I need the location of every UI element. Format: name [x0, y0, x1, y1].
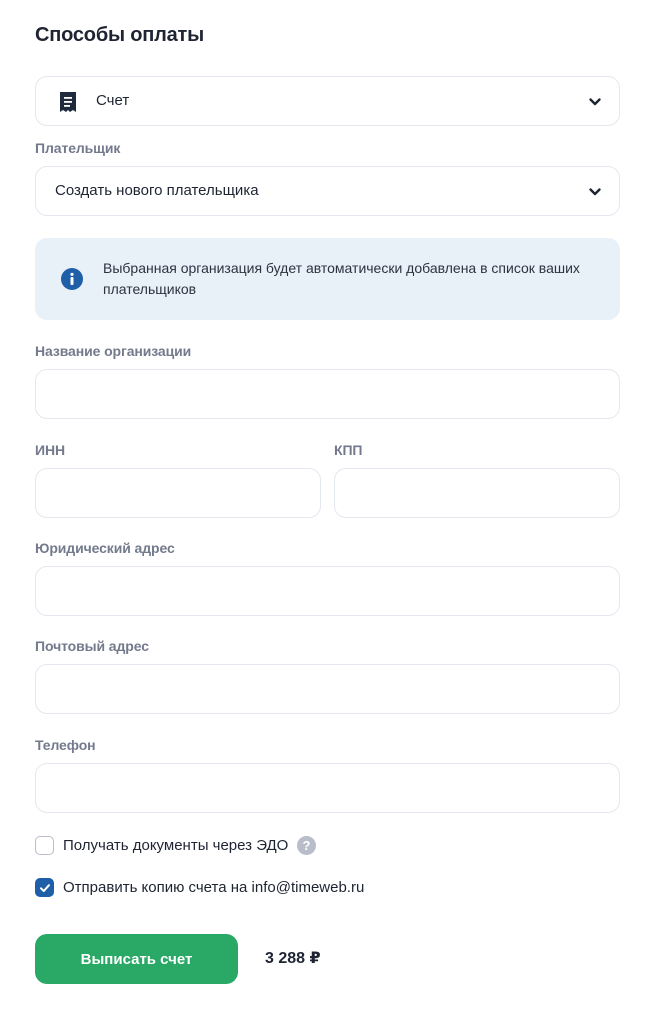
- payment-method-select[interactable]: [35, 76, 620, 126]
- postal-address-input[interactable]: [35, 664, 620, 714]
- kpp-input[interactable]: [334, 468, 620, 518]
- page-title: Способы оплаты: [35, 24, 205, 46]
- svg-text:?: ?: [302, 838, 311, 853]
- copy-checkbox[interactable]: [35, 878, 54, 897]
- edo-option: [35, 836, 316, 855]
- legal-address-input[interactable]: [35, 566, 620, 616]
- info-icon: [61, 268, 83, 290]
- payer-value: Создать нового плательщика: [55, 182, 259, 199]
- postal-address-label: Почтовый адрес: [35, 638, 149, 654]
- price-total: 3 288 ₽: [265, 950, 321, 967]
- edo-checkbox[interactable]: [35, 836, 54, 855]
- checkmark-icon: [39, 882, 51, 894]
- edo-label: Получать документы через ЭДО: [63, 837, 289, 854]
- info-text: Выбранная организация будет автоматически добавлена в список ваших плательщиков: [103, 260, 580, 297]
- org-name-input[interactable]: [35, 369, 620, 419]
- payer-select[interactable]: [35, 166, 620, 216]
- legal-address-label: Юридический адрес: [35, 540, 175, 556]
- chevron-down-icon: [588, 95, 602, 109]
- kpp-label: КПП: [334, 442, 363, 458]
- inn-label: ИНН: [35, 442, 65, 458]
- info-notice: [35, 238, 620, 320]
- copy-option: [35, 878, 364, 897]
- chevron-down-icon: [588, 185, 602, 199]
- receipt-icon: [58, 91, 78, 113]
- org-name-label: Название организации: [35, 343, 192, 359]
- payment-method-value: Счет: [96, 92, 130, 109]
- inn-input[interactable]: [35, 468, 321, 518]
- copy-label: Отправить копию счета на info@timeweb.ru: [63, 879, 365, 896]
- help-icon[interactable]: [297, 836, 316, 855]
- phone-input[interactable]: [35, 763, 620, 813]
- payer-label: Плательщик: [35, 140, 121, 156]
- issue-invoice-button[interactable]: Выписать счет: [35, 934, 238, 984]
- phone-label: Телефон: [35, 737, 96, 753]
